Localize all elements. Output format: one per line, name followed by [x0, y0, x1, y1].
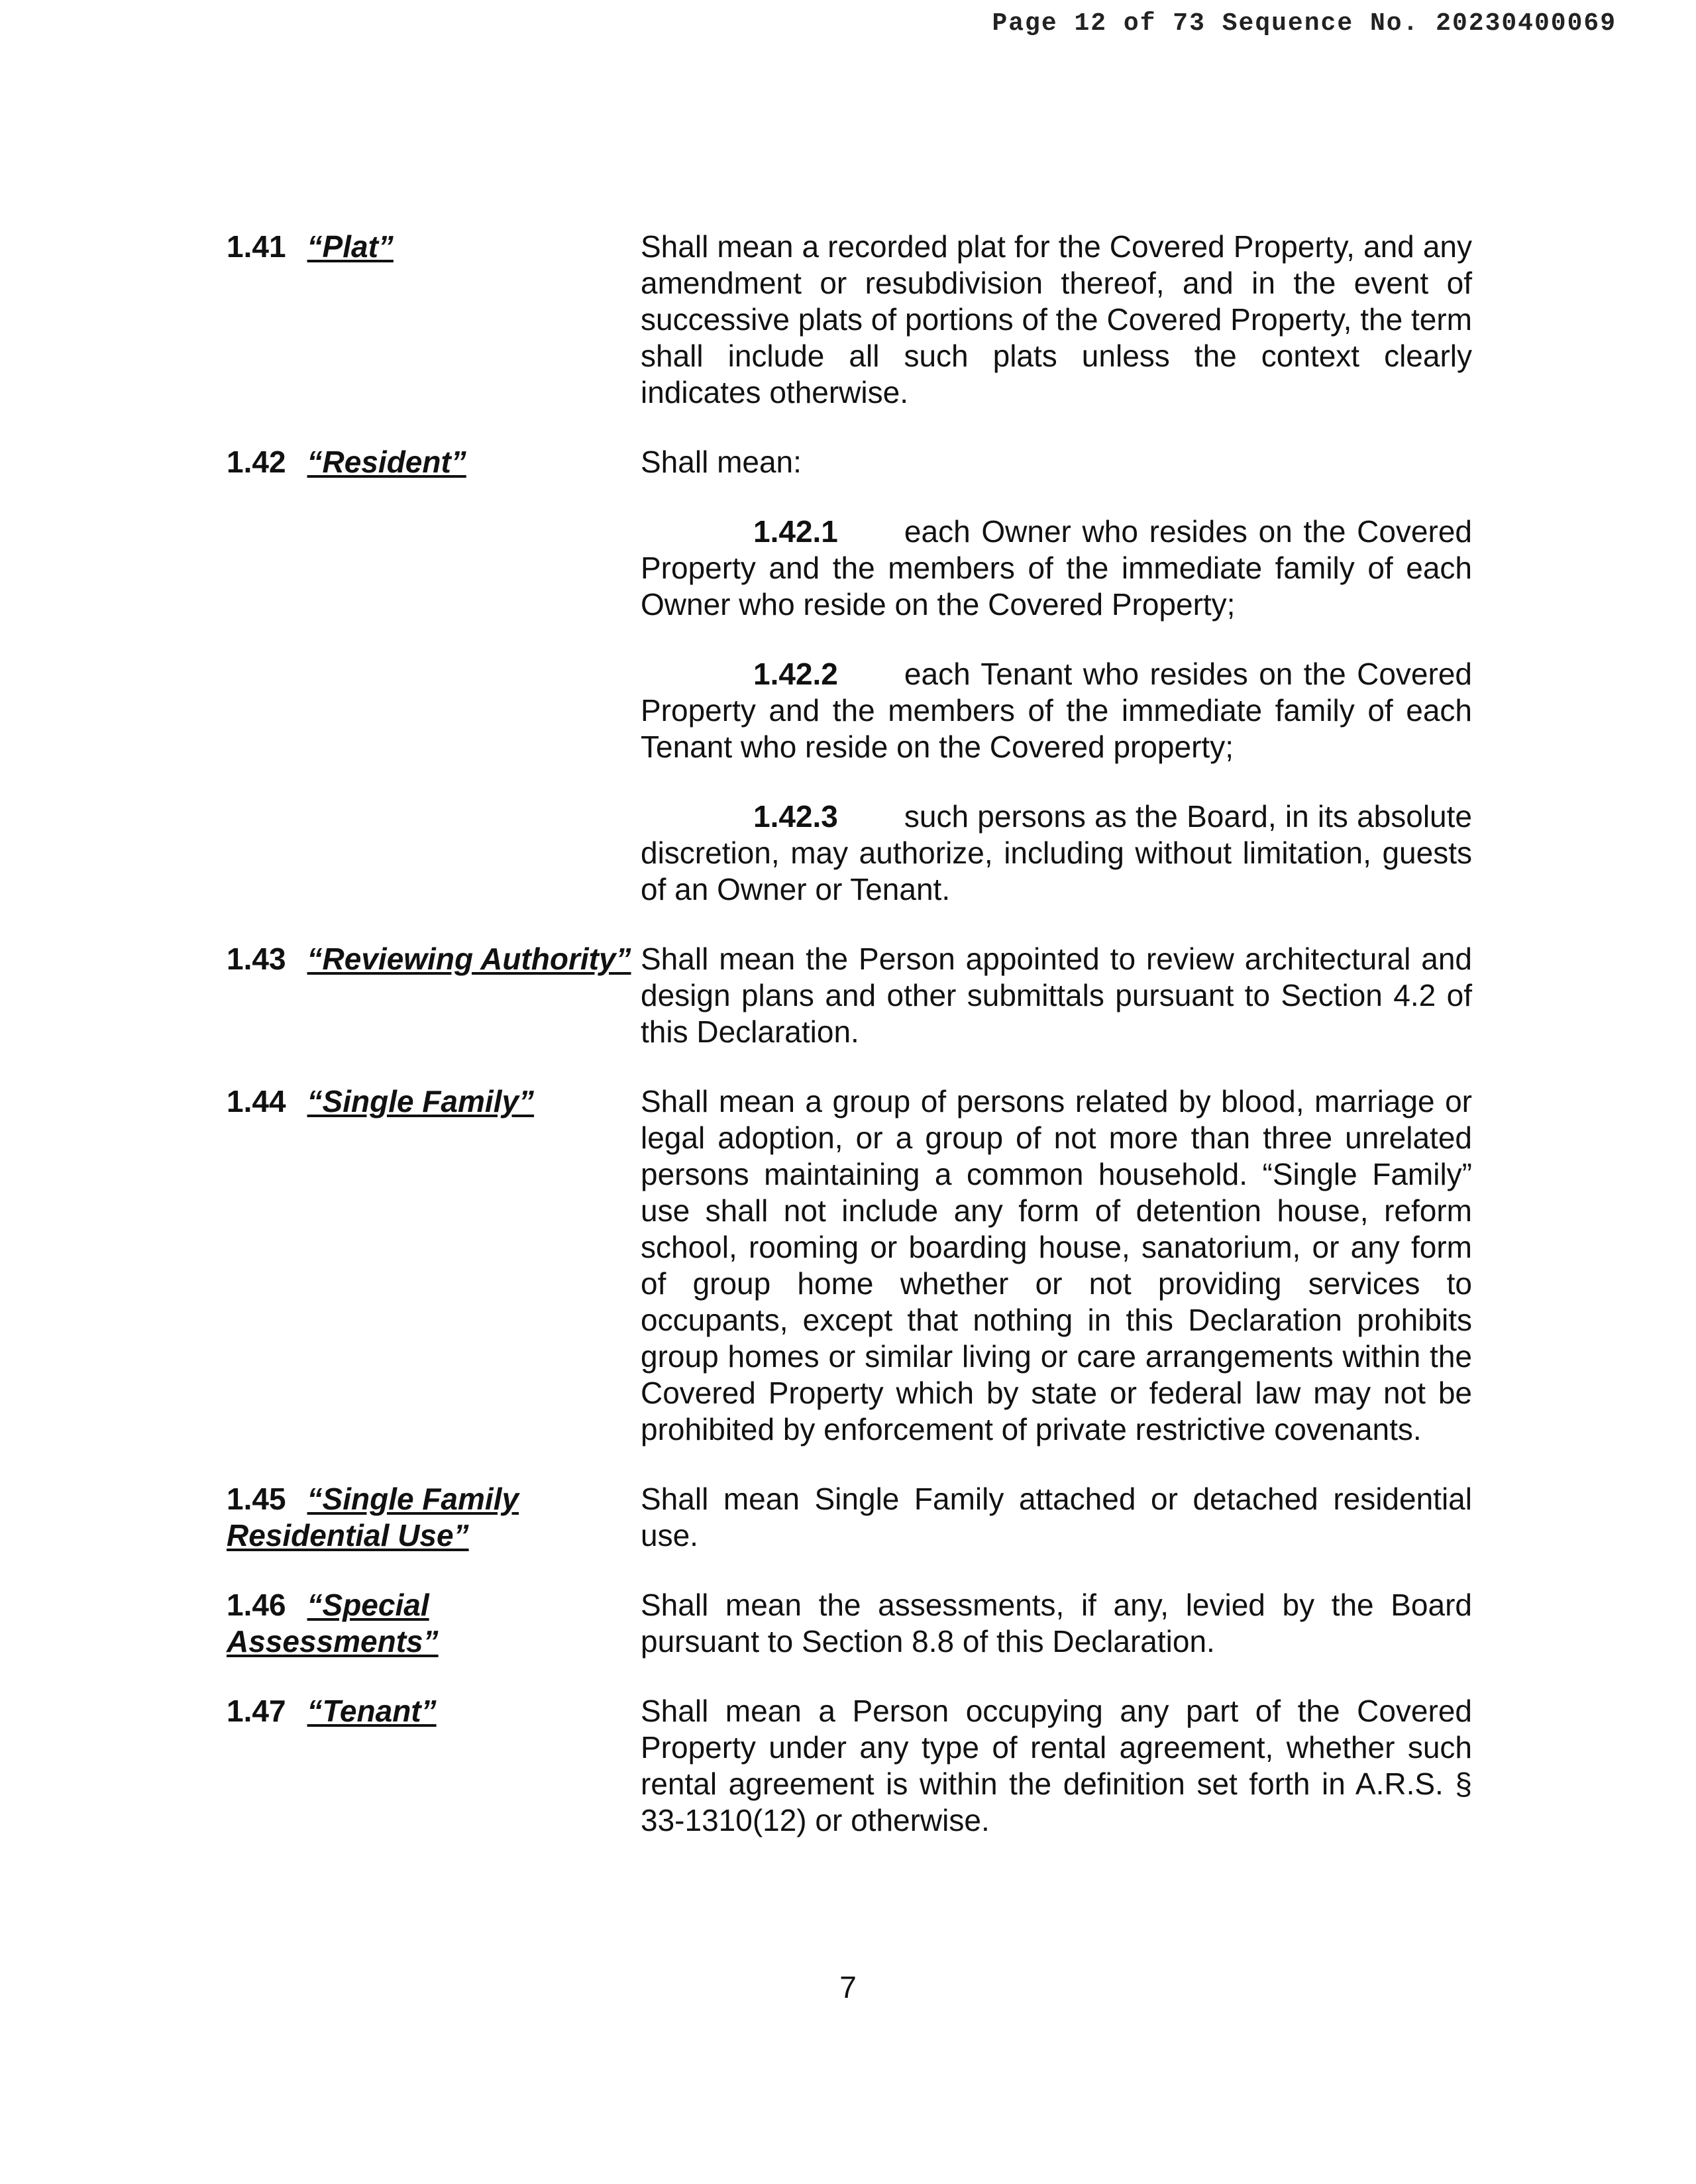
definitions-list [227, 229, 1472, 1872]
subitem-text: each Tenant who resides on the Covered Property and the members of the immediate family of each Tenant who reside on the Covered property; [641, 657, 1472, 764]
definition-1-46 [227, 1587, 1472, 1660]
definition-1-45 [227, 1481, 1472, 1554]
page-header: Page 12 of 73 Sequence No. 20230400069 [992, 9, 1616, 38]
term-cell [227, 1481, 641, 1554]
definition-body: Shall mean a group of persons related by blood, marriage or legal adoption, or a group of not more than three unrelated persons maintaining a common household. “Single Family” use shall not include any form of detention house, reform school, rooming or boarding house, sanatorium, or any form of group home whether or not providing services to occupants, except that nothing in this Declaration prohibits group homes or similar living or care arrangements within the Covered Property which by state or federal law may not be prohibited by enforcement of private restrictive covenants. [641, 1084, 1472, 1447]
definition-text [641, 444, 1472, 908]
section-number: 1.41 [227, 229, 286, 264]
definition-1-42 [227, 444, 1472, 908]
subitem-number: 1.42.3 [753, 799, 838, 834]
defined-term: “Resident” [307, 445, 466, 479]
definition-text [641, 1693, 1472, 1839]
defined-term: “Single Family Residential Use” [227, 1482, 519, 1553]
subitem-1-42-1 [641, 514, 1472, 623]
section-number: 1.42 [227, 445, 286, 479]
defined-term: “Single Family” [307, 1084, 535, 1119]
subitem-number: 1.42.1 [753, 514, 838, 549]
definition-text [641, 1587, 1472, 1660]
section-number: 1.46 [227, 1588, 286, 1622]
term-cell [227, 1083, 641, 1448]
term-cell [227, 1693, 641, 1839]
definition-body: Shall mean a Person occupying any part of the Covered Property under any type of rental agreement, whether such rental agreement is within the definition set forth in A.R.S. § 33-1310(12) or otherwise. [641, 1694, 1472, 1837]
defined-term: “Plat” [307, 229, 394, 264]
defined-term: “Special Assessments” [227, 1588, 439, 1659]
subitem-text: such persons as the Board, in its absolute discretion, may authorize, including without limitation, guests of an Owner or Tenant. [641, 799, 1472, 906]
definition-text [641, 1481, 1472, 1554]
definition-body: Shall mean: [641, 445, 802, 479]
defined-term: “Reviewing Authority” [307, 942, 631, 976]
definition-body: Shall mean the Person appointed to review architectural and design plans and other submittals pursuant to Section 4.2 of this Declaration. [641, 942, 1472, 1049]
definition-body: Shall mean a recorded plat for the Covered Property, and any amendment or resubdivision thereof, and in the event of successive plats of portions of the Covered Property, the term shall include all such plats unless the context clearly indicates otherwise. [641, 229, 1472, 410]
page-number: 7 [839, 1970, 857, 2004]
defined-term: “Tenant” [307, 1694, 437, 1728]
subitem-number: 1.42.2 [753, 657, 838, 691]
definition-text [641, 1083, 1472, 1448]
definition-1-43 [227, 941, 1472, 1050]
term-cell [227, 444, 641, 908]
section-number: 1.43 [227, 942, 286, 976]
definition-1-44 [227, 1083, 1472, 1448]
definition-1-41 [227, 229, 1472, 411]
section-number: 1.47 [227, 1694, 286, 1728]
definition-1-47 [227, 1693, 1472, 1839]
term-cell [227, 941, 641, 1050]
definition-body: Shall mean Single Family attached or detached residential use. [641, 1482, 1472, 1553]
term-cell [227, 1587, 641, 1660]
definition-body: Shall mean the assessments, if any, levied by the Board pursuant to Section 8.8 of this Declaration. [641, 1588, 1472, 1659]
subitem-1-42-2 [641, 656, 1472, 765]
definition-text [641, 229, 1472, 411]
term-cell [227, 229, 641, 411]
subitem-text: each Owner who resides on the Covered Property and the members of the immediate family of each Owner who reside on the Covered Property; [641, 514, 1472, 622]
section-number: 1.44 [227, 1084, 286, 1119]
subitem-1-42-3 [641, 798, 1472, 908]
definition-text [641, 941, 1472, 1050]
section-number: 1.45 [227, 1482, 286, 1516]
